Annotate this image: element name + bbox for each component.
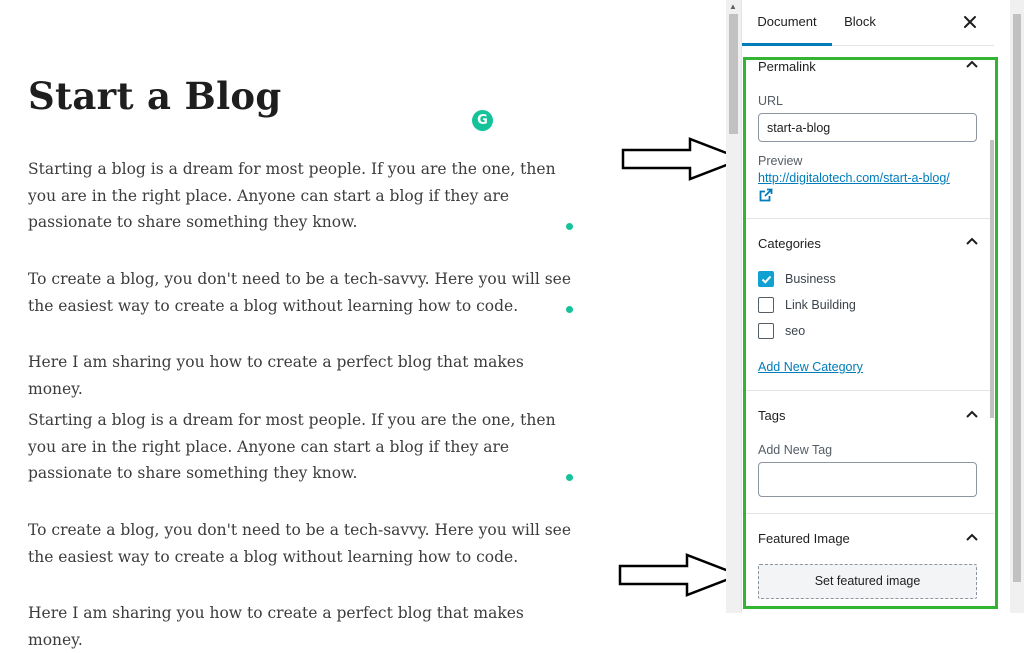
preview-label: Preview (758, 154, 803, 168)
window-scrollbar[interactable] (994, 0, 1024, 613)
sidebar-tabs (742, 0, 995, 46)
paragraph-block[interactable]: Here I am sharing you how to create a perfect blog that makes money. (28, 353, 524, 398)
category-label: Link Building (785, 298, 856, 312)
chevron-up-icon[interactable] (965, 57, 979, 71)
paragraph-block[interactable]: Starting a blog is a dream for most people. If you are the one, then you are in the right place. Anyone can start a blog if they are passionate to share something they know. (28, 411, 556, 482)
window-scrollbar-thumb[interactable] (1013, 14, 1021, 582)
categories-title[interactable]: Categories (758, 236, 821, 251)
add-new-tag-label: Add New Tag (758, 443, 833, 457)
tags-title[interactable]: Tags (758, 408, 786, 423)
arrow-annotation-icon (617, 552, 743, 598)
chevron-up-icon[interactable] (965, 234, 979, 248)
grammarly-dot-icon (566, 223, 573, 230)
paragraph-block[interactable]: Here I am sharing you how to create a perfect blog that makes money. (28, 604, 524, 649)
paragraph-block[interactable]: To create a blog, you don't need to be a tech-savvy. Here you will see the easiest way to create a blog without learning how to code. (28, 521, 572, 566)
tab-block[interactable]: Block (844, 14, 876, 29)
tab-document[interactable]: Document (742, 0, 832, 46)
tag-input[interactable] (758, 462, 977, 497)
permalink-panel (742, 46, 995, 219)
category-checkbox-business[interactable] (758, 271, 774, 287)
permalink-title[interactable]: Permalink (758, 59, 816, 74)
grammarly-dot-icon (566, 474, 573, 481)
category-checkbox-seo[interactable] (758, 323, 774, 339)
categories-panel (742, 219, 995, 391)
preview-link[interactable]: http://digitalotech.com/start-a-blog/ (758, 171, 950, 185)
scroll-up-icon[interactable]: ▲ (729, 2, 737, 11)
set-featured-image-button[interactable]: Set featured image (758, 564, 977, 599)
check-icon (760, 273, 773, 286)
add-new-category-link[interactable]: Add New Category (758, 360, 863, 374)
grammarly-dot-icon (566, 306, 573, 313)
grammarly-icon[interactable]: G (472, 110, 493, 131)
paragraph-block[interactable]: To create a blog, you don't need to be a tech-savvy. Here you will see the easiest way to create a blog without learning how to code. (28, 270, 572, 315)
close-icon[interactable] (961, 13, 979, 31)
chevron-up-icon[interactable] (965, 407, 979, 421)
url-slug-input[interactable] (758, 113, 977, 142)
editor-scrollbar-thumb[interactable] (729, 14, 738, 134)
tags-panel (742, 391, 995, 514)
paragraph-block[interactable]: Starting a blog is a dream for most people. If you are the one, then you are in the right place. Anyone can start a blog if they are passionate to share something they know. (28, 160, 556, 231)
url-label: URL (758, 94, 784, 108)
external-link-icon[interactable] (759, 188, 773, 202)
post-title[interactable]: Start a Blog (28, 74, 282, 118)
settings-sidebar (741, 0, 994, 613)
category-checkbox-link-building[interactable] (758, 297, 774, 313)
category-label: Business (785, 272, 836, 286)
featured-image-title[interactable]: Featured Image (758, 531, 850, 546)
editor-scrollbar[interactable] (726, 0, 741, 613)
chevron-up-icon[interactable] (965, 530, 979, 544)
category-label: seo (785, 324, 806, 338)
